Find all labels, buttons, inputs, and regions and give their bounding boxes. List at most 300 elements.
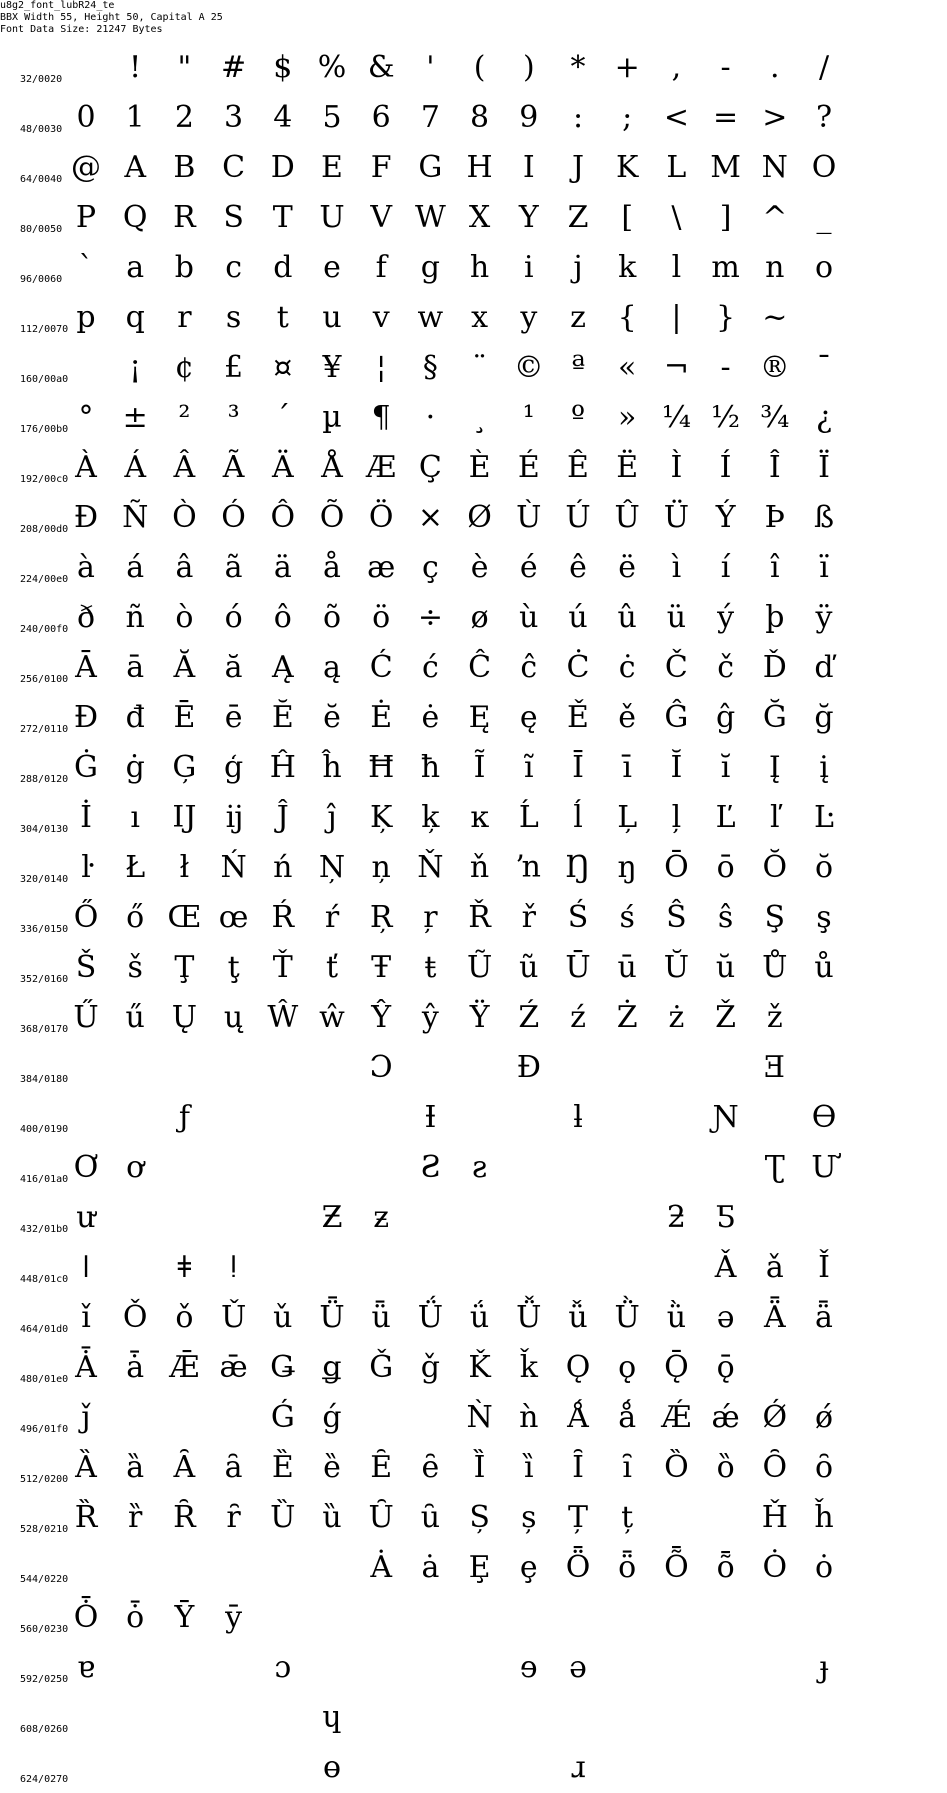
glyph-cell: Ä [271,450,294,485]
glyph-cell: Ý [715,500,736,535]
glyph-cell: ǟ [815,1300,833,1335]
glyph-cell: ĥ [322,750,342,785]
glyph-cell: Ŝ [666,900,687,935]
glyph-cell [256,1193,310,1243]
glyph-cell: Ņ [318,850,346,885]
glyph-cell: đ [125,700,145,735]
glyph-cell: ' [426,50,435,85]
glyph-cell: ù [519,600,539,635]
glyph-cell: Ę [468,700,491,735]
glyph-cell: ä [273,550,292,585]
glyph-cell: & [367,50,395,85]
glyph-row [0,1193,947,1243]
glyph-cell: Ï [818,450,830,485]
glyph-cell: ž [766,1000,783,1035]
glyph-cell: ĕ [323,700,341,735]
glyph-cell: Ơ [73,1150,99,1185]
glyph-cell: Ǧ [369,1350,394,1385]
glyph-cell: > [762,100,788,135]
glyph-cell: ǜ [666,1300,687,1335]
glyph-cell: x [471,300,489,335]
glyph-cell: Ȍ [664,1450,689,1485]
glyph-cell: É [517,450,540,485]
glyph-cell: Ŭ [663,950,690,985]
glyph-cell: z [570,300,586,335]
glyph-cell: _ [816,200,832,235]
glyph-cell: y [520,300,538,335]
glyph-cell [207,1043,261,1093]
glyph-cell [157,1193,211,1243]
glyph-cell: w [417,300,444,335]
glyph-cell: Ǣ [169,1350,200,1385]
glyph-cell: ț [621,1500,634,1535]
glyph-cell: ± [122,400,148,435]
glyph-cell [354,1593,408,1643]
glyph-cell [157,1693,211,1743]
glyph-cell: Ȗ [368,1500,394,1535]
glyph-cell: Î [768,450,781,485]
glyph-cell: ş [816,900,832,935]
glyph-cell [256,1093,310,1143]
glyph-cell: g [420,250,440,285]
glyph-cell: Ǘ [417,1300,444,1335]
glyph-cell: F [370,150,392,185]
glyph-cell: Æ [366,450,397,485]
glyph-cell: Ù [516,500,542,535]
glyph-cell [699,1143,753,1193]
glyph-cell: ĸ [470,800,489,835]
glyph-cell [453,1093,507,1143]
row-label: 432/01b0 [20,1224,69,1235]
glyph-cell: Ȁ [75,1450,97,1485]
glyph-cell: Ŏ [762,850,788,885]
font-data-size: Font Data Size: 21247 Bytes [0,24,163,35]
row-label: 336/0150 [20,924,69,935]
glyph-cell: Ż [616,1000,638,1035]
glyph-cell: 3 [224,100,244,135]
glyph-cell: Ĩ [473,750,486,785]
glyph-cell: Ø [467,500,492,535]
row-label: 624/0270 [20,1774,69,1785]
glyph-row [0,1143,947,1193]
glyph-row [0,1093,947,1143]
glyph-cell: ÷ [417,600,443,635]
row-label: 48/0030 [20,124,63,135]
glyph-cell: ð [76,600,96,635]
glyph-cell: č [717,650,734,685]
glyph-cell: ę [519,700,538,735]
glyph-cell: ò [175,600,194,635]
glyph-cell: Ȫ [565,1550,591,1585]
glyph-row [0,943,947,993]
glyph-cell: Ǖ [319,1300,345,1335]
glyph-cell: © [513,350,544,385]
glyph-cell: Ñ [122,500,149,535]
glyph-cell [797,993,851,1043]
glyph-cell: ã [224,550,243,585]
row-label: 208/00d0 [20,524,69,535]
glyph-cell: Ź [518,1000,540,1035]
glyph-cell [354,1093,408,1143]
row-label: 160/00a0 [20,374,69,385]
glyph-cell: ǥ [322,1350,342,1385]
glyph-cell: Ç [418,450,442,485]
row-label: 256/0100 [20,674,69,685]
glyph-cell: 1 [125,100,145,135]
glyph-cell: ǎ [765,1250,784,1285]
glyph-row [0,1543,947,1593]
glyph-cell: ā [126,650,145,685]
glyph-cell: ǐ [81,1300,91,1335]
glyph-cell: . [770,50,780,85]
row-label: 288/0120 [20,774,69,785]
glyph-row [0,793,947,843]
glyph-row [0,843,947,893]
glyph-cell: Ď [762,650,787,685]
glyph-cell: Â [173,450,196,485]
glyph-cell: Ǥ [270,1350,296,1385]
glyph-cell: Ȋ [572,1450,584,1485]
glyph-cell: 4 [273,100,293,135]
glyph-cell: ǀ [81,1250,91,1285]
glyph-cell: Ȩ [468,1550,491,1585]
glyph-cell: < [663,100,689,135]
glyph-cell: Ƨ [420,1150,441,1185]
glyph-cell [207,1093,261,1143]
glyph-cell: ² [178,400,191,435]
glyph-cell: á [126,550,145,585]
glyph-cell: k [618,250,637,285]
glyph-cell: Ė [370,700,393,735]
glyph-row [0,343,947,393]
glyph-cell: ¨ [472,350,488,385]
glyph-cell: Z [567,200,589,235]
glyph-cell: % [317,50,347,85]
glyph-cell: ; [622,100,633,135]
row-label: 176/00b0 [20,424,69,435]
glyph-cell: ï [819,550,829,585]
glyph-cell: ɔ [274,1650,292,1685]
glyph-cell: ƻ [666,1200,686,1235]
glyph-cell: ȳ [225,1600,243,1635]
glyph-cell: ř [521,900,536,935]
glyph-cell: j [573,250,583,285]
glyph-cell: ȭ [716,1550,735,1585]
glyph-cell [600,1693,654,1743]
row-label: 112/0070 [20,324,69,335]
glyph-cell: ƶ [373,1200,390,1235]
glyph-cell: - [720,350,731,385]
glyph-cell: þ [765,600,785,635]
glyph-cell: ¼ [661,400,691,435]
glyph-cell: Č [664,650,688,685]
glyph-cell: ĝ [715,700,736,735]
glyph-cell: C [222,150,246,185]
glyph-cell: n [765,250,785,285]
glyph-cell [305,1143,359,1193]
glyph-cell: Ȏ [762,1450,788,1485]
glyph-cell [207,1393,261,1443]
glyph-cell: û [617,600,637,635]
row-label: 240/00f0 [20,624,69,635]
glyph-cell: ¶ [371,400,391,435]
glyph-row [0,243,947,293]
glyph-cell: ° [78,400,94,435]
glyph-cell: Ǔ [220,1300,247,1335]
glyph-cell: ŗ [423,900,438,935]
glyph-cell: Į [768,750,781,785]
row-label: 304/0130 [20,824,69,835]
glyph-cell: ľ [769,800,780,835]
glyph-cell: Ŷ [371,1000,392,1035]
glyph-cell: Ã [222,450,245,485]
glyph-cell: ø [470,600,489,635]
glyph-cell: ŧ [424,950,437,985]
glyph-cell [502,1693,556,1743]
glyph-cell: ė [421,700,440,735]
glyph-cell [453,1693,507,1743]
glyph-cell: ȱ [126,1600,145,1635]
glyph-cell: Ǡ [75,1350,97,1385]
glyph-cell: Ă [173,650,196,685]
glyph-cell [453,1243,507,1293]
glyph-cell [649,1093,703,1143]
glyph-cell: ǖ [371,1300,391,1335]
glyph-cell: Ķ [369,800,393,835]
glyph-row [0,1243,947,1293]
glyph-cell: A [124,150,147,185]
glyph-cell: ư [76,1200,96,1235]
glyph-cell: µ [322,400,342,435]
glyph-cell: § [422,350,438,385]
glyph-cell [403,1593,457,1643]
glyph-cell [256,1543,310,1593]
glyph-row [0,293,947,343]
row-label: 416/01a0 [20,1174,69,1185]
row-label: 608/0260 [20,1724,69,1735]
glyph-cell: Ɖ [516,1050,541,1085]
glyph-cell: ɘ [519,1650,538,1685]
glyph-cell: Ľ [715,800,736,835]
glyph-cell: Ǜ [614,1300,640,1335]
row-label: 224/00e0 [20,574,69,585]
glyph-cell [108,1043,162,1093]
glyph-cell [748,1593,802,1643]
glyph-cell [748,1343,802,1393]
glyph-cell: ĭ [720,750,731,785]
row-label: 64/0040 [20,174,63,185]
glyph-cell: Ō [664,850,689,885]
glyph-cell: ż [668,1000,685,1035]
glyph-cell: ũ [519,950,539,985]
glyph-cell [797,1343,851,1393]
glyph-cell: Ī [572,750,584,785]
glyph-cell: Ġ [74,750,98,785]
glyph-cell: ō [716,850,735,885]
glyph-cell: Ë [616,450,639,485]
glyph-cell: ƨ [471,1150,488,1185]
glyph-cell: ȋ [622,1450,632,1485]
glyph-cell: N [761,150,788,185]
glyph-cell: { [617,300,637,335]
glyph-cell: ţ [227,950,240,985]
glyph-cell: š [127,950,143,985]
glyph-cell: ɟ [819,1650,829,1685]
glyph-cell: Ų [171,1000,198,1035]
glyph-cell [403,1043,457,1093]
glyph-cell [649,1143,703,1193]
glyph-cell: Ȓ [173,1500,196,1535]
glyph-cell: e [323,250,341,285]
row-label: 400/0190 [20,1124,69,1135]
glyph-row [0,1443,947,1493]
glyph-cell: Š [75,950,97,985]
glyph-cell: Ǿ [762,1400,788,1435]
glyph-cell [256,1693,310,1743]
glyph-cell: Ɵ [811,1100,837,1135]
glyph-cell: ǧ [420,1350,440,1385]
glyph-cell: m [711,250,740,285]
glyph-cell: ǝ [716,1300,735,1335]
glyph-cell: o [814,250,834,285]
glyph-cell: ə [569,1650,587,1685]
glyph-cell: ɥ [322,1700,342,1735]
glyph-cell: ů [814,950,834,985]
glyph-cell: ´ [275,400,291,435]
glyph-cell: ¾ [760,400,790,435]
font-name: u8g2_font_lubR24_te [0,0,115,11]
glyph-cell: ē [224,700,243,735]
glyph-cell: ș [521,1500,537,1535]
glyph-cell [108,1393,162,1443]
glyph-cell: ť [325,950,339,985]
glyph-cell: ȫ [618,1550,637,1585]
glyph-cell [207,1193,261,1243]
glyph-cell: ű [125,1000,145,1035]
glyph-cell: Ĕ [271,700,294,735]
glyph-cell: ) [522,50,535,85]
glyph-cell: ǩ [519,1350,538,1385]
glyph-cell [108,1643,162,1693]
glyph-cell: Ü [663,500,690,535]
glyph-cell: [ [621,200,634,235]
glyph-cell: Ű [73,1000,99,1035]
glyph-cell [453,1043,507,1093]
glyph-cell: ñ [125,600,145,635]
glyph-cell [748,1193,802,1243]
glyph-cell [207,1643,261,1693]
glyph-cell: Ą [271,650,294,685]
row-label: 512/0200 [20,1474,69,1485]
glyph-cell: İ [80,800,92,835]
glyph-cell: Đ [73,700,99,735]
glyph-cell [699,1043,753,1093]
glyph-cell [157,1143,211,1193]
glyph-row [0,1043,947,1093]
row-label: 528/0210 [20,1524,69,1535]
glyph-cell: £ [224,350,244,385]
glyph-cell [59,43,113,93]
glyph-cell: Ô [270,500,296,535]
glyph-cell: | [671,300,682,335]
glyph-cell: / [818,50,830,85]
glyph-cell [699,1643,753,1693]
glyph-cell: O [811,150,837,185]
glyph-cell [649,1493,703,1543]
glyph-cell [699,1693,753,1743]
glyph-cell: Ř [468,900,491,935]
glyph-cell: Ů [762,950,788,985]
glyph-cell: ő [126,900,145,935]
glyph-row [0,693,947,743]
glyph-cell: Đ [73,500,99,535]
glyph-cell: Ģ [172,750,197,785]
glyph-cell: Å [321,450,343,485]
row-label: 496/01f0 [20,1424,69,1435]
glyph-cell: Ȅ [271,1450,294,1485]
glyph-cell [748,1643,802,1693]
glyph-cell: v [372,300,390,335]
glyph-cell: ¸ [472,400,488,435]
glyph-cell: h [469,250,490,285]
glyph-cell [354,1393,408,1443]
glyph-cell [699,1593,753,1643]
glyph-cell: ë [618,550,637,585]
glyph-cell: ¹ [522,400,535,435]
glyph-cell: ȉ [523,1450,534,1485]
glyph-cell: · [425,400,436,435]
glyph-cell: ŕ [324,900,340,935]
glyph-cell [305,1093,359,1143]
glyph-cell: Ȇ [370,1450,393,1485]
glyph-cell: - [720,50,731,85]
glyph-cell [600,1143,654,1193]
glyph-cell: Ǭ [664,1350,689,1385]
glyph-cell: ź [570,1000,586,1035]
glyph-cell: V [370,200,393,235]
glyph-cell: a [126,250,145,285]
glyph-row [0,143,947,193]
glyph-cell: í [720,550,731,585]
glyph-cell: Ǚ [516,1300,542,1335]
bbx-info: BBX Width 55, Height 50, Capital A 25 [0,12,223,23]
glyph-cell: ğ [814,700,834,735]
glyph-cell: Ǎ [714,1250,737,1285]
glyph-cell: ŋ [617,850,637,885]
glyph-cell: ß [813,500,835,535]
glyph-cell: = [713,100,739,135]
row-label: 320/0140 [20,874,69,885]
row-label: 544/0220 [20,1574,69,1585]
glyph-cell: u [322,300,342,335]
glyph-cell [502,1593,556,1643]
glyph-cell: Ŧ [371,950,392,985]
glyph-cell [256,1043,310,1093]
glyph-cell: ķ [421,800,440,835]
glyph-cell [108,1093,162,1143]
glyph-cell: œ [218,900,249,935]
glyph-cell: â [175,550,194,585]
glyph-cell: ņ [371,850,391,885]
glyph-cell: Ć [369,650,393,685]
glyph-cell: ȗ [420,1500,441,1535]
glyph-cell: ȯ [814,1550,834,1585]
glyph-cell: ȓ [226,1500,241,1535]
glyph-cell: À [75,450,97,485]
glyph-row [0,443,947,493]
glyph-cell: ǵ [322,1400,342,1435]
glyph-cell [256,1143,310,1193]
